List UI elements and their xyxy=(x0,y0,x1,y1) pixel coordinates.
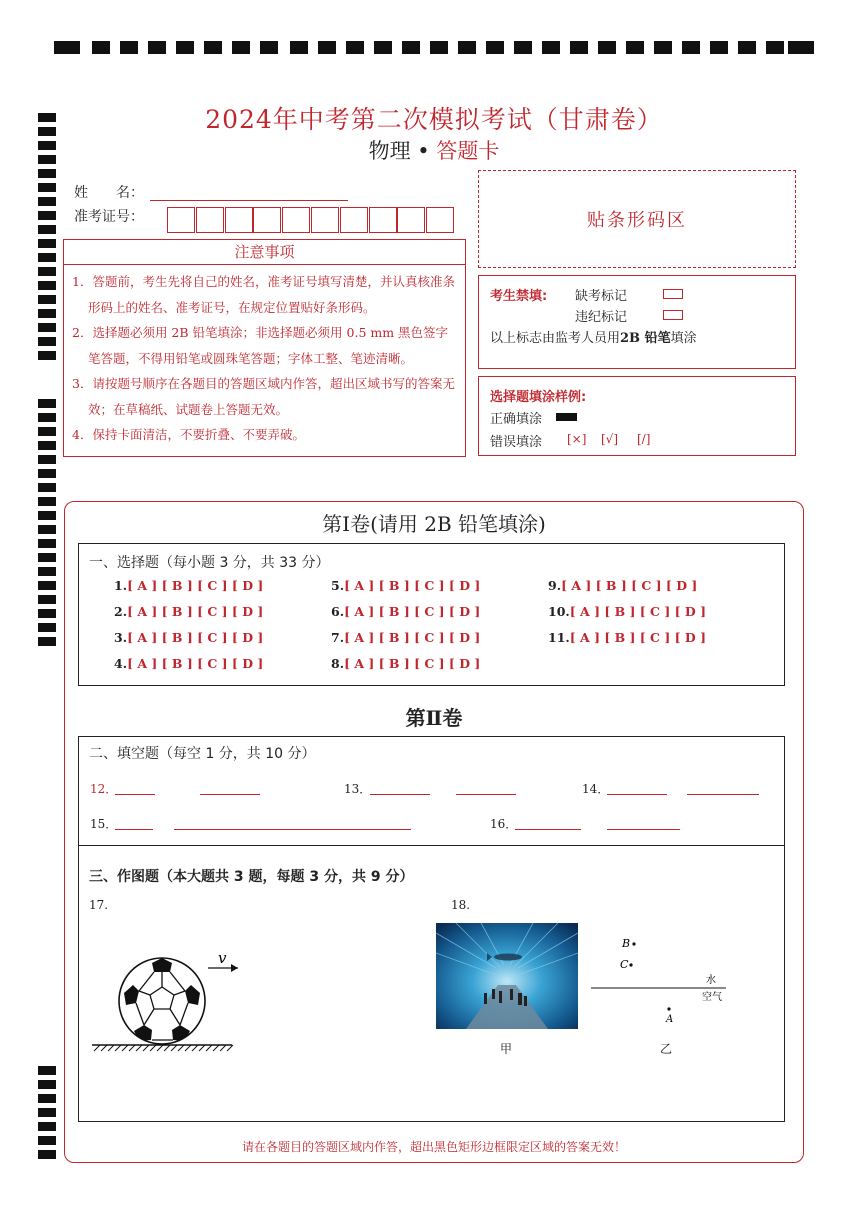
timing-mark xyxy=(374,41,392,54)
id-digit-box[interactable] xyxy=(369,207,397,233)
timing-mark xyxy=(38,1136,56,1145)
q14-blank-2[interactable] xyxy=(687,794,759,795)
q13-number: 13． xyxy=(344,782,372,796)
timing-mark xyxy=(38,623,56,632)
timing-mark xyxy=(38,1094,56,1103)
point-b-label: B xyxy=(622,937,631,950)
timing-mark xyxy=(38,469,56,478)
id-digit-box[interactable] xyxy=(340,207,368,233)
timing-mark xyxy=(38,183,56,192)
hatch-line xyxy=(199,1045,205,1051)
figure-caption-left: 甲 xyxy=(500,1042,513,1056)
timing-mark xyxy=(710,41,728,54)
id-digit-box[interactable] xyxy=(253,207,281,233)
timing-mark xyxy=(38,567,56,576)
hatch-line xyxy=(122,1045,128,1051)
timing-mark xyxy=(654,41,672,54)
barcode-area: 贴条形码区 xyxy=(478,170,796,268)
timing-mark xyxy=(38,253,56,262)
absent-mark-box[interactable] xyxy=(663,289,683,299)
hatch-line xyxy=(157,1045,163,1051)
id-digit-box[interactable] xyxy=(397,207,425,233)
timing-mark xyxy=(598,41,616,54)
timing-mark xyxy=(148,41,166,54)
hatch-line xyxy=(108,1045,114,1051)
answer-options[interactable]: [ A ] [ B ] [ C ] [ D ] xyxy=(127,604,264,619)
id-digit-box[interactable] xyxy=(225,207,253,233)
timing-mark xyxy=(38,413,56,422)
question-number: 11. xyxy=(548,630,570,645)
part1-title: 第Ⅰ卷(请用 2B 铅笔填涂) xyxy=(322,512,546,536)
question-number: 3. xyxy=(114,630,128,645)
question-number: 1. xyxy=(114,578,128,593)
q14-number: 14． xyxy=(582,782,610,796)
id-digit-box[interactable] xyxy=(311,207,339,233)
timing-mark xyxy=(38,595,56,604)
timing-mark xyxy=(38,609,56,618)
air-label: 空气 xyxy=(702,992,722,1003)
timing-mark xyxy=(38,483,56,492)
point-b-dot xyxy=(632,942,635,945)
timing-mark xyxy=(738,41,756,54)
choice-question[interactable] xyxy=(331,604,480,619)
timing-mark xyxy=(38,511,56,520)
choice-question[interactable] xyxy=(114,656,263,671)
timing-mark xyxy=(38,225,56,234)
forbidden-note xyxy=(490,327,697,346)
wrong-mark-2: [√] xyxy=(601,432,619,446)
timing-mark xyxy=(260,41,278,54)
question-number: 6. xyxy=(331,604,345,619)
hatch-line xyxy=(136,1045,142,1051)
timing-mark xyxy=(38,581,56,590)
hatch-line xyxy=(227,1045,233,1051)
timing-mark xyxy=(38,323,56,332)
correct-fill-sample xyxy=(556,413,577,421)
choice-question[interactable] xyxy=(331,578,480,593)
card-subtitle xyxy=(0,135,868,165)
timing-mark xyxy=(38,441,56,450)
choice-question[interactable] xyxy=(114,604,263,619)
fill-header: 二、填空题（每空 1 分，共 10 分） xyxy=(89,746,316,762)
part2-title: 第Ⅱ卷 xyxy=(405,706,463,730)
timing-mark xyxy=(38,1108,56,1117)
choice-question[interactable] xyxy=(331,630,480,645)
notice-body xyxy=(63,265,466,457)
drawing-header: 三、作图题（本大题共 3 题，每题 3 分，共 9 分） xyxy=(89,869,414,885)
timing-mark xyxy=(766,41,784,54)
fish-shape xyxy=(494,954,522,961)
q13-blank-2[interactable] xyxy=(456,794,516,795)
hatch-line xyxy=(101,1045,107,1051)
timing-mark xyxy=(38,455,56,464)
fill-sample-box xyxy=(478,376,796,456)
subject-label: 物理 xyxy=(368,139,411,163)
velocity-label: v xyxy=(218,949,227,967)
hatch-line xyxy=(206,1045,212,1051)
timing-mark xyxy=(38,295,56,304)
timing-mark xyxy=(38,239,56,248)
wrong-mark-1: [×] xyxy=(567,432,587,446)
question-number: 4. xyxy=(114,656,128,671)
timing-mark xyxy=(38,1080,56,1089)
subtitle-dot: • xyxy=(417,139,430,163)
q15-blank-1[interactable] xyxy=(115,829,153,830)
timing-mark xyxy=(38,351,56,360)
wrong-mark-3: [/] xyxy=(637,432,651,446)
notice-item: 4．保持卡面清洁，不要折叠、不要弄破。 xyxy=(72,427,305,442)
note-bold: 2B 铅笔 xyxy=(620,331,671,346)
timing-mark xyxy=(232,41,250,54)
sample-title: 选择题填涂样例: xyxy=(490,390,587,405)
timing-mark xyxy=(486,41,504,54)
answer-options[interactable]: [ A ] [ B ] [ C ] [ D ] xyxy=(569,630,706,645)
answer-options[interactable]: [ A ] [ B ] [ C ] [ D ] xyxy=(561,578,698,593)
id-digit-box[interactable] xyxy=(196,207,224,233)
violation-label: 违纪标记 xyxy=(575,310,628,325)
choice-question[interactable] xyxy=(114,578,263,593)
choice-question[interactable] xyxy=(331,656,480,671)
timing-mark xyxy=(318,41,336,54)
notice-item: 2．选择题必须用 2B 铅笔填涂；非选择题必须用 0.5 mm 黑色签字笔答题，不得用铅笔或圆珠笔答题；字体工整、笔迹清晰。 xyxy=(72,325,449,366)
footer-warning: 请在各题目的答题区域内作答，超出黑色矩形边框限定区域的答案无效！ xyxy=(241,1140,626,1154)
timing-mark xyxy=(176,41,194,54)
violation-mark-box[interactable] xyxy=(663,310,683,320)
question-number: 7. xyxy=(331,630,345,645)
notice-item: 1．答题前，考生先将自己的姓名，准考证号填写清楚，并认真核准条形码上的姓名、准考证号，在规定位置贴好条形码。 xyxy=(72,274,455,315)
q12-number: 12． xyxy=(90,782,118,796)
q14-blank-1[interactable] xyxy=(607,794,667,795)
timing-mark xyxy=(38,497,56,506)
answer-options[interactable]: [ A ] [ B ] [ C ] [ D ] xyxy=(127,630,264,645)
timing-mark xyxy=(38,211,56,220)
question-number: 9. xyxy=(548,578,562,593)
timing-mark xyxy=(570,41,588,54)
ground-hatch xyxy=(94,1045,233,1051)
timing-mark xyxy=(38,197,56,206)
hatch-line xyxy=(178,1045,184,1051)
correct-label: 正确填涂 xyxy=(490,412,543,427)
name-field[interactable] xyxy=(150,200,348,201)
question-number: 10. xyxy=(548,604,570,619)
answer-options[interactable]: [ A ] [ B ] [ C ] [ D ] xyxy=(127,656,264,671)
timing-mark xyxy=(38,637,56,646)
q16-blank-1[interactable] xyxy=(515,829,581,830)
answer-options[interactable]: [ A ] [ B ] [ C ] [ D ] xyxy=(344,578,481,593)
card-label: 答题卡 xyxy=(436,139,500,163)
exam-title: 2024年中考第二次模拟考试（甘肃卷） xyxy=(205,105,663,134)
timing-mark xyxy=(38,337,56,346)
timing-mark xyxy=(38,539,56,548)
timing-mark xyxy=(458,41,476,54)
q15-blank-2[interactable] xyxy=(174,829,411,830)
timing-mark xyxy=(626,41,644,54)
timing-mark xyxy=(542,41,560,54)
hatch-line xyxy=(129,1045,135,1051)
timing-mark xyxy=(682,41,700,54)
timing-mark xyxy=(430,41,448,54)
aquarium-photo xyxy=(436,923,578,1029)
hatch-line xyxy=(150,1045,156,1051)
choice-question[interactable] xyxy=(548,578,697,593)
hatch-line xyxy=(192,1045,198,1051)
timing-mark xyxy=(92,41,110,54)
point-c-dot xyxy=(629,963,632,966)
figure-caption-right: 乙 xyxy=(660,1042,673,1056)
timing-mark xyxy=(290,41,308,54)
timing-mark xyxy=(38,427,56,436)
soccer-ball-figure[interactable] xyxy=(90,945,250,1055)
timing-mark xyxy=(54,41,80,54)
refraction-diagram[interactable] xyxy=(588,930,733,1030)
question-number: 2. xyxy=(114,604,128,619)
timing-mark xyxy=(402,41,420,54)
hatch-line xyxy=(164,1045,170,1051)
q16-blank-2[interactable] xyxy=(607,829,680,830)
answer-options[interactable]: [ A ] [ B ] [ C ] [ D ] xyxy=(344,604,481,619)
point-c-label: C xyxy=(620,958,629,971)
choice-question[interactable] xyxy=(548,630,706,645)
forbidden-label: 考生禁填: xyxy=(490,289,548,304)
timing-mark xyxy=(38,169,56,178)
notice-title: 注意事项 xyxy=(63,239,466,265)
examiner-only-box xyxy=(478,275,796,369)
timing-mark xyxy=(38,267,56,276)
choice-question[interactable] xyxy=(548,604,706,619)
timing-mark xyxy=(204,41,222,54)
hatch-line xyxy=(143,1045,149,1051)
hatch-line xyxy=(115,1045,121,1051)
timing-mark xyxy=(120,41,138,54)
question-number: 8. xyxy=(331,656,345,671)
q17-number: 17. xyxy=(89,898,109,912)
hatch-line xyxy=(171,1045,177,1051)
answer-options[interactable]: [ A ] [ B ] [ C ] [ D ] xyxy=(344,656,481,671)
wrong-label: 错误填涂 xyxy=(490,435,543,450)
timing-mark xyxy=(38,1066,56,1075)
point-a-label: A xyxy=(666,1014,674,1025)
q15-number: 15． xyxy=(90,817,118,831)
q18-number: 18. xyxy=(451,898,471,912)
answer-options[interactable]: [ A ] [ B ] [ C ] [ D ] xyxy=(569,604,706,619)
q12-blank-2[interactable] xyxy=(200,794,260,795)
water-label: 水 xyxy=(706,975,716,986)
hatch-line xyxy=(185,1045,191,1051)
notice-item: 3．请按题号顺序在各题目的答题区域内作答，超出区域书写的答案无效；在草稿纸、试题卷上答题无效。 xyxy=(72,376,455,417)
timing-mark xyxy=(788,41,814,54)
timing-mark xyxy=(38,1150,56,1159)
hatch-line xyxy=(213,1045,219,1051)
hatch-line xyxy=(94,1045,100,1051)
id-digit-box[interactable] xyxy=(282,207,310,233)
timing-mark xyxy=(514,41,532,54)
answer-options[interactable]: [ A ] [ B ] [ C ] [ D ] xyxy=(344,630,481,645)
timing-mark xyxy=(38,309,56,318)
q12-blank-1[interactable] xyxy=(115,794,155,795)
timing-mark xyxy=(346,41,364,54)
id-label: 准考证号： xyxy=(74,209,144,225)
timing-mark xyxy=(38,281,56,290)
q16-number: 16． xyxy=(490,817,518,831)
q13-blank-1[interactable] xyxy=(370,794,430,795)
id-digit-box[interactable] xyxy=(426,207,454,233)
id-digit-box[interactable] xyxy=(167,207,195,233)
note-post: 填涂 xyxy=(670,331,697,346)
question-number: 5. xyxy=(331,578,345,593)
timing-marks-top xyxy=(54,41,814,55)
choice-header: 一、选择题（每小题 3 分，共 33 分） xyxy=(89,555,330,571)
timing-mark xyxy=(38,525,56,534)
name-label: 姓 名： xyxy=(74,185,144,201)
timing-mark xyxy=(38,553,56,562)
timing-mark xyxy=(38,1122,56,1131)
choice-question[interactable] xyxy=(114,630,263,645)
note-pre: 以上标志由监考人员用 xyxy=(490,331,621,346)
absent-label: 缺考标记 xyxy=(575,289,628,304)
point-a-dot xyxy=(667,1007,670,1010)
answer-options[interactable]: [ A ] [ B ] [ C ] [ D ] xyxy=(127,578,264,593)
arrow-head-icon xyxy=(231,964,238,972)
timing-mark xyxy=(38,399,56,408)
hatch-line xyxy=(220,1045,226,1051)
